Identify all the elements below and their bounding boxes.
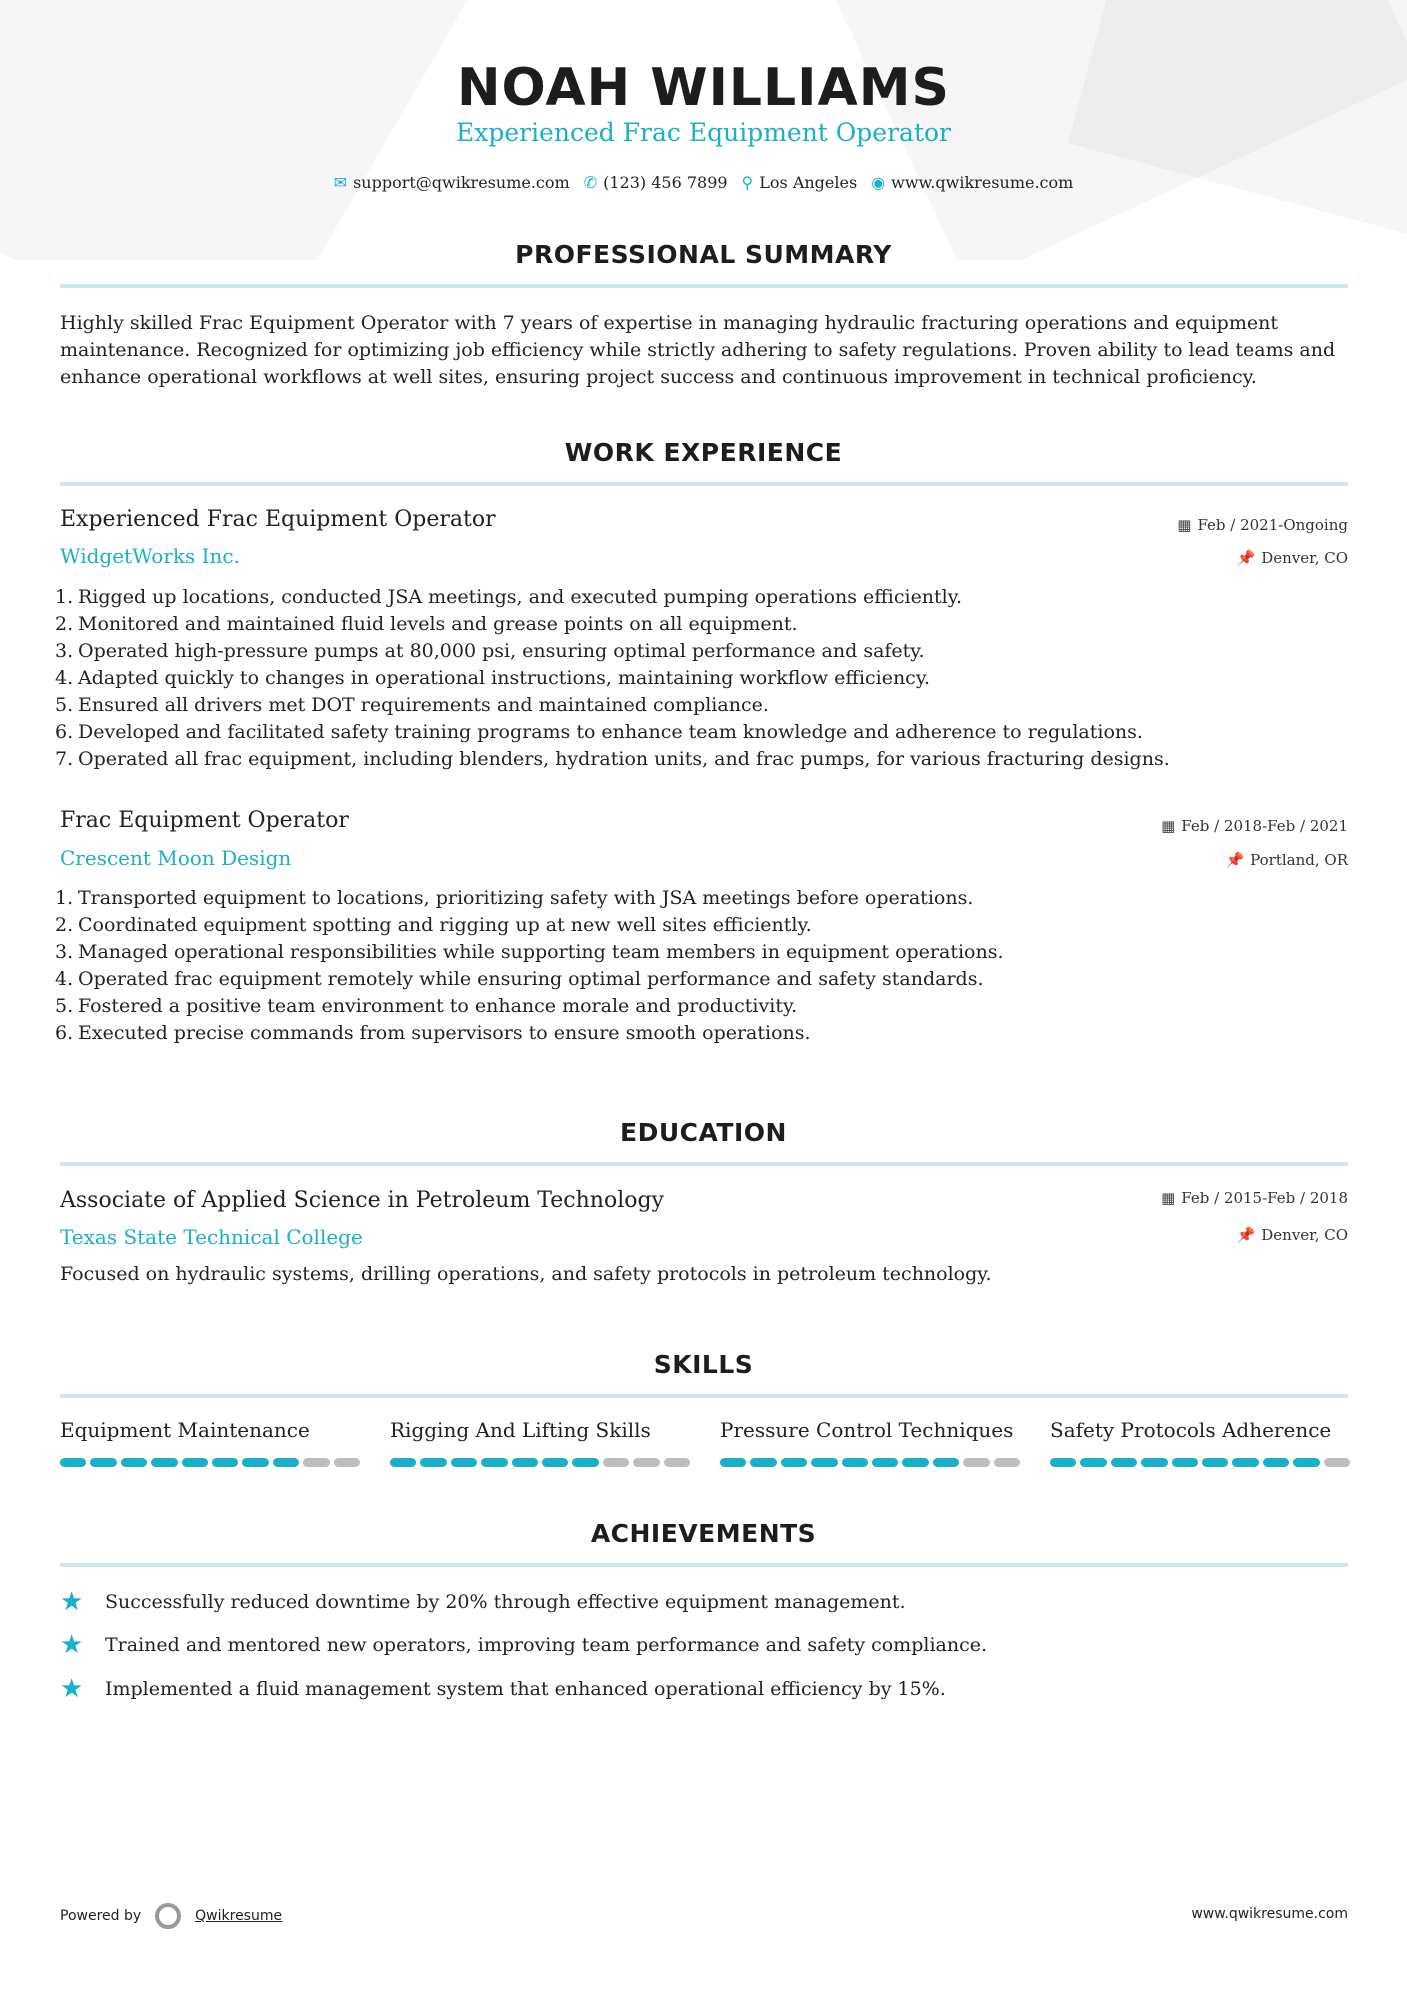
- list-item: 6. Executed precise commands from supervisors to ensure smooth operations.: [55, 1022, 811, 1044]
- skill-level-segment: [481, 1458, 507, 1467]
- contact-phone[interactable]: ✆ (123) 456 7899: [583, 173, 728, 192]
- list-item: 3. Operated high-pressure pumps at 80,000 psi, ensuring optimal performance and safety.: [55, 640, 925, 662]
- skill-level-segment: [182, 1458, 208, 1467]
- skill-level-segment: [994, 1458, 1020, 1467]
- job-dates: ▦ Feb / 2018-Feb / 2021: [1161, 817, 1348, 835]
- job-dates: ▦ Feb / 2021-Ongoing: [1177, 516, 1348, 534]
- skill-item: [60, 1418, 360, 1467]
- skill-level-segment: [664, 1458, 690, 1467]
- skill-level-segment: [842, 1458, 868, 1467]
- skill-level-segment: [90, 1458, 116, 1467]
- skill-level-segment: [242, 1458, 268, 1467]
- skill-level-segment: [303, 1458, 329, 1467]
- education-location: 📌 Denver, CO: [1236, 1226, 1348, 1244]
- list-item: 3. Managed operational responsibilities while supporting team members in equipment operations.: [55, 941, 1004, 963]
- skill-level-segment: [334, 1458, 360, 1467]
- skill-name: Safety Protocols Adherence: [1050, 1418, 1332, 1442]
- skill-level-segment: [781, 1458, 807, 1467]
- contact-location: ⚲ Los Angeles: [741, 173, 858, 192]
- envelope-icon: ✉: [333, 173, 348, 192]
- pin-icon: 📌: [1225, 851, 1245, 869]
- pin-icon: 📌: [1236, 1226, 1256, 1244]
- list-item: 1. Rigged up locations, conducted JSA meetings, and executed pumping operations efficiently.: [55, 586, 963, 608]
- pin-icon: 📌: [1236, 549, 1256, 567]
- calendar-icon: ▦: [1161, 817, 1176, 835]
- skill-level-segment: [212, 1458, 238, 1467]
- job-bullets: [55, 885, 1004, 1047]
- skill-level-segment: [750, 1458, 776, 1467]
- skill-level-segment: [1141, 1458, 1167, 1467]
- education-description: Focused on hydraulic systems, drilling operations, and safety protocols in petroleum technology.: [60, 1263, 992, 1285]
- skill-level-segment: [390, 1458, 416, 1467]
- skill-level-segment: [1324, 1458, 1350, 1467]
- skill-name: Equipment Maintenance: [60, 1418, 310, 1442]
- skill-level-segment: [1293, 1458, 1319, 1467]
- list-item: 4. Operated frac equipment remotely while ensuring optimal performance and safety standards.: [55, 968, 984, 990]
- section-heading-skills: SKILLS: [653, 1350, 754, 1379]
- qwikresume-logo-icon: [155, 1903, 181, 1929]
- skill-level-segment: [633, 1458, 659, 1467]
- list-item: 2. Monitored and maintained fluid levels and grease points on all equipment.: [55, 613, 798, 635]
- education-dates: ▦ Feb / 2015-Feb / 2018: [1161, 1189, 1348, 1207]
- job-location: 📌 Denver, CO: [1236, 549, 1348, 567]
- skill-level-segment: [720, 1458, 746, 1467]
- skill-level-segment: [1080, 1458, 1106, 1467]
- section-heading-education: EDUCATION: [620, 1118, 787, 1147]
- skill-level-segment: [1111, 1458, 1137, 1467]
- job-company: WidgetWorks Inc.: [60, 544, 240, 568]
- section-divider: [60, 284, 1348, 288]
- calendar-icon: ▦: [1161, 1189, 1176, 1207]
- skill-level-segment: [872, 1458, 898, 1467]
- degree-title: Associate of Applied Science in Petroleum Technology: [60, 1188, 664, 1213]
- candidate-name: NOAH WILLIAMS: [457, 58, 950, 118]
- star-icon: ★: [60, 1630, 84, 1660]
- list-item: 7. Operated all frac equipment, including blenders, hydration units, and frac pumps, for various fracturing designs.: [55, 748, 1170, 770]
- contact-email[interactable]: ✉ support@qwikresume.com: [333, 173, 570, 192]
- skill-level-segment: [933, 1458, 959, 1467]
- skill-level-segment: [542, 1458, 568, 1467]
- phone-icon: ✆: [583, 173, 598, 192]
- section-divider: [60, 482, 1348, 486]
- skill-level-segment: [512, 1458, 538, 1467]
- skill-level-segment: [60, 1458, 86, 1467]
- skill-level-segment: [1263, 1458, 1289, 1467]
- globe-icon: ◉: [871, 173, 886, 192]
- skill-level-segment: [603, 1458, 629, 1467]
- section-heading-summary: PROFESSIONAL SUMMARY: [515, 240, 892, 269]
- contact-website[interactable]: ◉ www.qwikresume.com: [871, 173, 1074, 192]
- skill-level-segment: [572, 1458, 598, 1467]
- skill-level-segment: [963, 1458, 989, 1467]
- job-title: Frac Equipment Operator: [60, 808, 349, 833]
- list-item: 1. Transported equipment to locations, prioritizing safety with JSA meetings before operations.: [55, 887, 974, 909]
- skill-level-segment: [1202, 1458, 1228, 1467]
- job-location: 📌 Portland, OR: [1225, 851, 1348, 869]
- list-item: 4. Adapted quickly to changes in operational instructions, maintaining workflow efficiency.: [55, 667, 931, 689]
- skill-level-segment: [273, 1458, 299, 1467]
- list-item: 5. Ensured all drivers met DOT requirements and maintained compliance.: [55, 694, 769, 716]
- section-divider: [60, 1394, 1348, 1398]
- skill-level-segment: [451, 1458, 477, 1467]
- achievement-item: ★ Successfully reduced downtime by 20% through effective equipment management.: [60, 1587, 906, 1617]
- skill-level-bar: [1050, 1458, 1350, 1467]
- job-title: Experienced Frac Equipment Operator: [60, 507, 496, 532]
- school-name: Texas State Technical College: [60, 1225, 363, 1249]
- skill-level-bar: [60, 1458, 360, 1467]
- skill-level-bar: [720, 1458, 1020, 1467]
- job-bullets: [55, 584, 1170, 773]
- footer-branding: Powered by Qwikresume: [60, 1903, 282, 1929]
- star-icon: ★: [60, 1587, 84, 1617]
- contact-bar: [0, 173, 1407, 192]
- star-icon: ★: [60, 1674, 84, 1704]
- skill-level-segment: [1050, 1458, 1076, 1467]
- list-item: 6. Developed and facilitated safety training programs to enhance team knowledge and adherence to regulations.: [55, 721, 1143, 743]
- skill-level-segment: [1232, 1458, 1258, 1467]
- qwikresume-link[interactable]: Qwikresume: [195, 1908, 283, 1924]
- candidate-role: Experienced Frac Equipment Operator: [455, 118, 952, 147]
- footer-website[interactable]: www.qwikresume.com: [1191, 1906, 1348, 1922]
- list-item: 2. Coordinated equipment spotting and rigging up at new well sites efficiently.: [55, 914, 812, 936]
- calendar-icon: ▦: [1177, 516, 1192, 534]
- achievement-item: ★ Trained and mentored new operators, improving team performance and safety compliance.: [60, 1630, 988, 1660]
- summary-text: Highly skilled Frac Equipment Operator with 7 years of expertise in managing hydraulic fracturing operations and equipment maintenance. Recognized for optimizing job efficiency while strictly adhering to safety regulations. Proven ability to lead teams and enhance operational workflows at well sites, ensuring project success and continuous improvement in technical proficiency.: [60, 312, 1336, 388]
- skill-item: [1050, 1418, 1350, 1467]
- skill-item: [720, 1418, 1020, 1467]
- section-heading-experience: WORK EXPERIENCE: [564, 438, 843, 467]
- skill-level-bar: [390, 1458, 690, 1467]
- section-divider: [60, 1563, 1348, 1567]
- job-company: Crescent Moon Design: [60, 846, 292, 870]
- skill-level-segment: [1172, 1458, 1198, 1467]
- section-heading-achievements: ACHIEVEMENTS: [590, 1519, 817, 1548]
- skill-level-segment: [121, 1458, 147, 1467]
- skill-level-segment: [902, 1458, 928, 1467]
- skill-item: [390, 1418, 690, 1467]
- list-item: 5. Fostered a positive team environment to enhance morale and productivity.: [55, 995, 798, 1017]
- skill-level-segment: [420, 1458, 446, 1467]
- achievement-item: ★ Implemented a fluid management system that enhanced operational efficiency by 15%.: [60, 1674, 946, 1704]
- skill-level-segment: [151, 1458, 177, 1467]
- section-divider: [60, 1162, 1348, 1166]
- skill-level-segment: [811, 1458, 837, 1467]
- skill-name: Pressure Control Techniques: [720, 1418, 1014, 1442]
- skill-name: Rigging And Lifting Skills: [390, 1418, 651, 1442]
- map-marker-icon: ⚲: [741, 173, 754, 192]
